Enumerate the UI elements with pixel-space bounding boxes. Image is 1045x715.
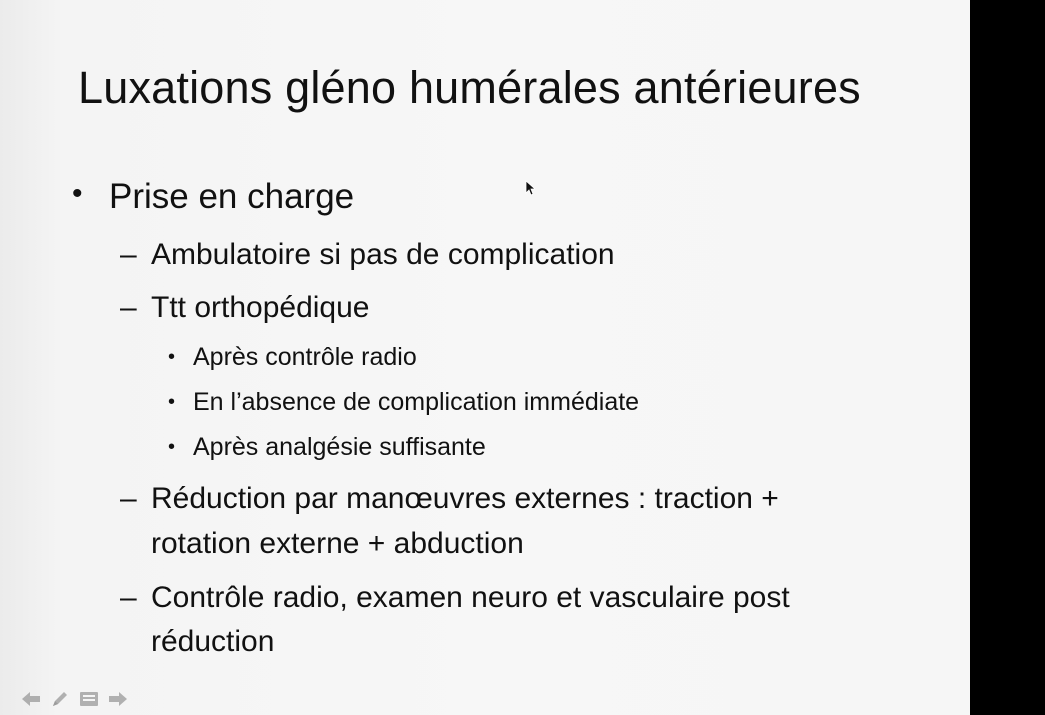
dash-marker: – <box>120 291 137 324</box>
sub-list-item-text: Après analgésie suffisante <box>193 433 486 461</box>
list-item-text: Ttt orthopédique <box>151 291 370 324</box>
bullet-dot: • <box>168 346 176 368</box>
slide-title: Luxations gléno humérales antérieures <box>78 62 861 113</box>
sub-list-item-text: Après contrôle radio <box>193 343 417 371</box>
dash-marker: – <box>120 581 137 614</box>
list-item-text: Contrôle radio, examen neuro et vasculaire post <box>151 581 790 614</box>
list-item-text: rotation externe + abduction <box>151 527 524 560</box>
slide-menu-icon[interactable] <box>78 688 100 710</box>
dash-marker: – <box>120 238 137 271</box>
list-item-text: Ambulatoire si pas de complication <box>151 238 615 271</box>
mouse-cursor-icon <box>525 180 535 196</box>
sub-list-item-text: En l’absence de complication immédiate <box>193 388 640 416</box>
list-item-text: Réduction par manœuvres externes : traction + <box>151 482 779 515</box>
slideshow-toolbar <box>20 688 129 710</box>
next-slide-icon[interactable] <box>107 688 129 710</box>
bullet-dot: • <box>168 436 176 458</box>
pen-icon[interactable] <box>49 688 71 710</box>
main-bullet-text: Prise en charge <box>109 177 355 216</box>
bullet-dot: • <box>72 177 83 210</box>
list-item-text: réduction <box>151 625 275 658</box>
dash-marker: – <box>120 482 137 515</box>
letterbox-bar <box>970 0 1045 715</box>
previous-slide-icon[interactable] <box>20 688 42 710</box>
bullet-dot: • <box>168 391 176 413</box>
